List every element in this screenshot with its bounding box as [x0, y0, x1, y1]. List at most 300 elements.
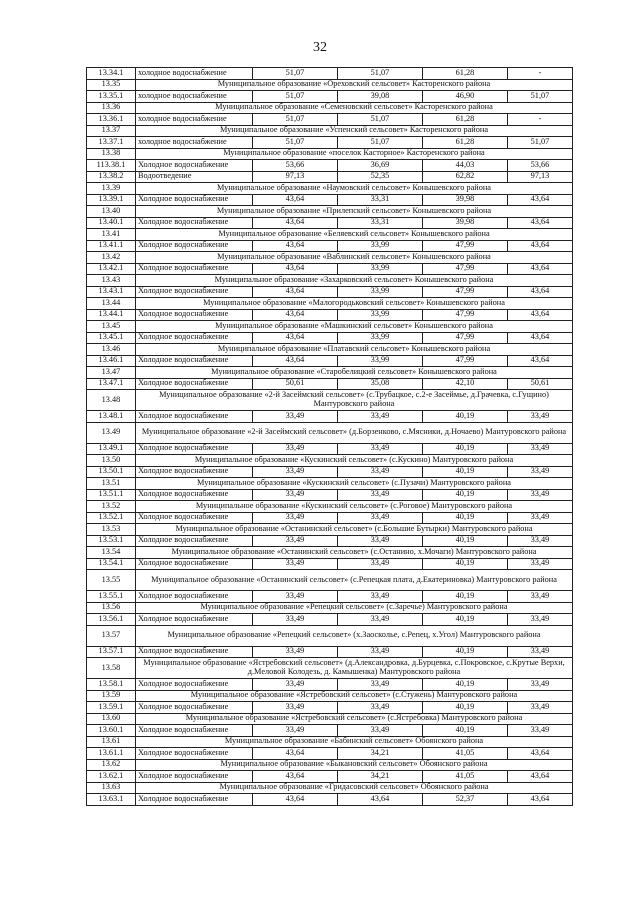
tariff-value-2: 33,49 — [338, 614, 423, 626]
service-name: Холодное водоснабжение — [136, 309, 253, 321]
tariff-value-2: 36,69 — [338, 160, 423, 172]
row-number: 13.61 — [87, 736, 136, 748]
tariff-value-1: 33,49 — [253, 558, 338, 570]
tariff-value-1: 97,13 — [253, 171, 338, 183]
table-row — [87, 263, 573, 275]
tariff-value-1: 51,07 — [253, 114, 338, 126]
table-row — [87, 748, 573, 760]
section-header-row — [87, 713, 573, 725]
service-name: Холодное водоснабжение — [136, 332, 253, 344]
tariff-value-2: 34,21 — [338, 771, 423, 783]
service-name: Холодное водоснабжение — [136, 725, 253, 737]
row-number: 13.37.1 — [87, 137, 136, 149]
municipality-name: Муниципальное образование «Ястребовский сельсовет» (с.Ястребовка) Мантуровского района — [136, 713, 573, 725]
section-header-row — [87, 570, 573, 591]
tariff-value-2: 33,49 — [338, 466, 423, 478]
row-number: 13.61.1 — [87, 748, 136, 760]
row-number: 13.44 — [87, 298, 136, 310]
tariff-value-3: 47,99 — [423, 240, 508, 252]
tariff-value-1: 43,64 — [253, 309, 338, 321]
section-header-row — [87, 524, 573, 536]
table-row — [87, 160, 573, 172]
service-name: Холодное водоснабжение — [136, 443, 253, 455]
municipality-name: Муниципальное образование «Наумовский сельсовет» Конышевского района — [136, 183, 573, 195]
row-number: 13.63.1 — [87, 794, 136, 806]
tariff-value-1: 33,49 — [253, 591, 338, 603]
section-header-row — [87, 275, 573, 287]
row-number: 13.52.1 — [87, 512, 136, 524]
row-number: 13.34.1 — [87, 68, 136, 80]
table-row — [87, 614, 573, 626]
tariff-value-1: 43,64 — [253, 332, 338, 344]
tariff-value-3: 42,10 — [423, 378, 508, 390]
tariff-value-2: 51,07 — [338, 68, 423, 80]
tariff-table — [86, 67, 573, 806]
section-header-row — [87, 298, 573, 310]
section-header-row — [87, 344, 573, 356]
section-header-row — [87, 759, 573, 771]
municipality-name: Муниципальное образование «Кускинский сельсовет» (с.Кускино) Мантуровского района — [136, 455, 573, 467]
row-number: 13.45 — [87, 321, 136, 333]
municipality-name: Муниципальное образование «Успенский сельсовет» Касторенского района — [136, 125, 573, 137]
table-row — [87, 286, 573, 298]
tariff-value-4: - — [508, 114, 573, 126]
table-row — [87, 171, 573, 183]
row-number: 13.40.1 — [87, 217, 136, 229]
tariff-value-3: 40,19 — [423, 489, 508, 501]
page-number: 32 — [313, 40, 327, 55]
service-name: Холодное водоснабжение — [136, 286, 253, 298]
table-row — [87, 194, 573, 206]
section-header-row — [87, 148, 573, 160]
table-row — [87, 702, 573, 714]
section-header-row — [87, 658, 573, 679]
row-number: 13.42.1 — [87, 263, 136, 275]
section-header-row — [87, 736, 573, 748]
tariff-value-2: 33,49 — [338, 512, 423, 524]
row-number: 13.59.1 — [87, 702, 136, 714]
municipality-name: Муниципальное образование «Прилепский сельсовет» Конышевского района — [136, 206, 573, 218]
municipality-name: Муниципальное образование «Малогородьковский сельсовет» Конышевского района — [136, 298, 573, 310]
tariff-value-4: 33,49 — [508, 591, 573, 603]
municipality-name: Муниципальное образование «Гридасовский сельсовет» Обоянского района — [136, 782, 573, 794]
table-row — [87, 411, 573, 423]
tariff-value-2: 33,49 — [338, 679, 423, 691]
service-name: Холодное водоснабжение — [136, 512, 253, 524]
tariff-value-2: 33,49 — [338, 489, 423, 501]
section-header-row — [87, 422, 573, 443]
tariff-value-3: 40,19 — [423, 443, 508, 455]
table-row — [87, 535, 573, 547]
tariff-value-3: 40,19 — [423, 702, 508, 714]
tariff-value-3: 61,28 — [423, 137, 508, 149]
service-name: холодное водоснабжение — [136, 91, 253, 103]
row-number: 13.47 — [87, 367, 136, 379]
row-number: 113.38.1 — [87, 160, 136, 172]
table-row — [87, 512, 573, 524]
table-row — [87, 646, 573, 658]
section-header-row — [87, 782, 573, 794]
row-number: 13.57.1 — [87, 646, 136, 658]
municipality-name: Муниципальное образование «2-й Засеймский сельсовет» (с.Трубацкое, с.2-е Засеймье, д.Грачевка, с.Гущино) Мантуровского района — [136, 390, 573, 411]
tariff-value-2: 33,99 — [338, 263, 423, 275]
row-number: 13.36.1 — [87, 114, 136, 126]
row-number: 13.49 — [87, 422, 136, 443]
tariff-value-2: 33,49 — [338, 702, 423, 714]
section-header-row — [87, 229, 573, 241]
row-number: 13.35 — [87, 79, 136, 91]
tariff-value-4: 33,49 — [508, 679, 573, 691]
tariff-value-1: 43,64 — [253, 263, 338, 275]
row-number: 13.44.1 — [87, 309, 136, 321]
table-row — [87, 114, 573, 126]
municipality-name: Муниципальное образование «Семеновский сельсовет» Касторенского района — [136, 102, 573, 114]
tariff-value-2: 43,64 — [338, 794, 423, 806]
service-name: Холодное водоснабжение — [136, 535, 253, 547]
row-number: 13.50 — [87, 455, 136, 467]
section-header-row — [87, 125, 573, 137]
municipality-name: Муниципальное образование «поселок Касторное» Касторенского района — [136, 148, 573, 160]
service-name: Холодное водоснабжение — [136, 702, 253, 714]
section-header-row — [87, 79, 573, 91]
row-number: 13.58.1 — [87, 679, 136, 691]
service-name: Холодное водоснабжение — [136, 614, 253, 626]
tariff-value-3: 40,19 — [423, 411, 508, 423]
row-number: 13.37 — [87, 125, 136, 137]
table-row — [87, 332, 573, 344]
tariff-value-4: 33,49 — [508, 558, 573, 570]
tariff-value-3: 44,03 — [423, 160, 508, 172]
row-number: 13.46.1 — [87, 355, 136, 367]
tariff-value-1: 43,64 — [253, 286, 338, 298]
row-number: 13.50.1 — [87, 466, 136, 478]
municipality-name: Муниципальное образование «Беляевский сельсовет» Конышевского района — [136, 229, 573, 241]
table-row — [87, 771, 573, 783]
municipality-name: Муниципальное образование «Платавский сельсовет» Конышевского района — [136, 344, 573, 356]
service-name: Холодное водоснабжение — [136, 771, 253, 783]
service-name: холодное водоснабжение — [136, 114, 253, 126]
table-row — [87, 137, 573, 149]
tariff-value-2: 33,99 — [338, 332, 423, 344]
tariff-value-4: 43,64 — [508, 332, 573, 344]
tariff-value-3: 47,99 — [423, 332, 508, 344]
table-row — [87, 591, 573, 603]
service-name: Холодное водоснабжение — [136, 355, 253, 367]
tariff-value-1: 33,49 — [253, 411, 338, 423]
row-number: 13.55.1 — [87, 591, 136, 603]
tariff-value-2: 33,49 — [338, 591, 423, 603]
service-name: Водоотведение — [136, 171, 253, 183]
service-name: Холодное водоснабжение — [136, 411, 253, 423]
municipality-name: Муниципальное образование «Бабинский сельсовет» Обоянского района — [136, 736, 573, 748]
tariff-value-2: 33,49 — [338, 646, 423, 658]
section-header-row — [87, 252, 573, 264]
service-name: холодное водоснабжение — [136, 68, 253, 80]
tariff-value-3: 40,19 — [423, 558, 508, 570]
service-name: Холодное водоснабжение — [136, 217, 253, 229]
tariff-value-1: 33,49 — [253, 466, 338, 478]
section-header-row — [87, 690, 573, 702]
tariff-value-4: 43,64 — [508, 194, 573, 206]
section-header-row — [87, 478, 573, 490]
tariff-value-3: 47,99 — [423, 263, 508, 275]
row-number: 13.52 — [87, 501, 136, 513]
municipality-name: Муниципальное образование «Ореховский сельсовет» Касторенского района — [136, 79, 573, 91]
table-row — [87, 240, 573, 252]
tariff-value-3: 39,98 — [423, 217, 508, 229]
tariff-value-2: 33,49 — [338, 411, 423, 423]
service-name: Холодное водоснабжение — [136, 646, 253, 658]
tariff-value-1: 53,66 — [253, 160, 338, 172]
tariff-value-3: 40,19 — [423, 591, 508, 603]
municipality-name: Муниципальное образование «Старобелицкий сельсовет» Конышевского района — [136, 367, 573, 379]
section-header-row — [87, 602, 573, 614]
municipality-name: Муниципальное образование «Останинский сельсовет» (с.Большие Бутырки) Мантуровского района — [136, 524, 573, 536]
tariff-value-3: 41,05 — [423, 771, 508, 783]
tariff-value-3: 40,19 — [423, 512, 508, 524]
row-number: 13.38.2 — [87, 171, 136, 183]
row-number: 13.38 — [87, 148, 136, 160]
tariff-value-4: 43,64 — [508, 309, 573, 321]
tariff-value-1: 33,49 — [253, 725, 338, 737]
municipality-name: Муниципальное образование «Захарковский сельсовет» Конышевского района — [136, 275, 573, 287]
tariff-value-2: 33,31 — [338, 217, 423, 229]
row-number: 13.56 — [87, 602, 136, 614]
tariff-value-3: 61,28 — [423, 114, 508, 126]
row-number: 13.55 — [87, 570, 136, 591]
row-number: 13.58 — [87, 658, 136, 679]
tariff-value-2: 33,99 — [338, 240, 423, 252]
municipality-name: Муниципальное образование «Быкановский сельсовет» Обоянского района — [136, 759, 573, 771]
tariff-value-4: 43,64 — [508, 771, 573, 783]
row-number: 13.35.1 — [87, 91, 136, 103]
municipality-name: Муниципальное образование «Останинский сельсовет» (с.Останино, х.Мочаги) Мантуровского района — [136, 547, 573, 559]
row-number: 13.47.1 — [87, 378, 136, 390]
section-header-row — [87, 183, 573, 195]
service-name: Холодное водоснабжение — [136, 591, 253, 603]
tariff-value-3: 52,37 — [423, 794, 508, 806]
tariff-value-1: 33,49 — [253, 512, 338, 524]
tariff-value-4: 43,64 — [508, 794, 573, 806]
tariff-value-4: 51,07 — [508, 137, 573, 149]
service-name: Холодное водоснабжение — [136, 466, 253, 478]
municipality-name: Муниципальное образование «Репецкий сельсовет» (с.Заречье) Мантуровского района — [136, 602, 573, 614]
tariff-value-2: 33,31 — [338, 194, 423, 206]
tariff-value-1: 43,64 — [253, 748, 338, 760]
tariff-value-3: 47,99 — [423, 355, 508, 367]
municipality-name: Муниципальное образование «Машкинский сельсовет» Конышевского района — [136, 321, 573, 333]
tariff-value-4: 51,07 — [508, 91, 573, 103]
row-number: 13.53 — [87, 524, 136, 536]
section-header-row — [87, 206, 573, 218]
service-name: Холодное водоснабжение — [136, 194, 253, 206]
table-row — [87, 466, 573, 478]
tariff-value-2: 52,35 — [338, 171, 423, 183]
tariff-value-4: 43,64 — [508, 240, 573, 252]
service-name: Холодное водоснабжение — [136, 378, 253, 390]
row-number: 13.40 — [87, 206, 136, 218]
table-row — [87, 68, 573, 80]
tariff-value-3: 47,99 — [423, 309, 508, 321]
row-number: 13.39 — [87, 183, 136, 195]
tariff-value-3: 40,19 — [423, 646, 508, 658]
tariff-value-4: 33,49 — [508, 443, 573, 455]
tariff-value-1: 43,64 — [253, 794, 338, 806]
row-number: 13.39.1 — [87, 194, 136, 206]
service-name: Холодное водоснабжение — [136, 489, 253, 501]
service-name: Холодное водоснабжение — [136, 794, 253, 806]
section-header-row — [87, 367, 573, 379]
table-row — [87, 489, 573, 501]
tariff-table-body — [87, 68, 573, 806]
tariff-value-2: 35,08 — [338, 378, 423, 390]
tariff-value-3: 40,19 — [423, 725, 508, 737]
tariff-value-3: 40,19 — [423, 535, 508, 547]
tariff-value-4: 33,49 — [508, 411, 573, 423]
row-number: 13.51 — [87, 478, 136, 490]
tariff-value-1: 51,07 — [253, 91, 338, 103]
tariff-value-3: 41,05 — [423, 748, 508, 760]
tariff-value-4: 33,49 — [508, 725, 573, 737]
section-header-row — [87, 455, 573, 467]
row-number: 13.46 — [87, 344, 136, 356]
row-number: 13.54 — [87, 547, 136, 559]
tariff-value-1: 33,49 — [253, 679, 338, 691]
row-number: 13.49.1 — [87, 443, 136, 455]
tariff-value-3: 47,99 — [423, 286, 508, 298]
row-number: 13.42 — [87, 252, 136, 264]
service-name: Холодное водоснабжение — [136, 263, 253, 275]
tariff-value-3: 40,19 — [423, 466, 508, 478]
row-number: 13.53.1 — [87, 535, 136, 547]
tariff-value-1: 51,07 — [253, 68, 338, 80]
service-name: холодное водоснабжение — [136, 137, 253, 149]
tariff-value-1: 51,07 — [253, 137, 338, 149]
tariff-value-4: 50,61 — [508, 378, 573, 390]
tariff-value-1: 33,49 — [253, 443, 338, 455]
tariff-value-4: 43,64 — [508, 355, 573, 367]
table-row — [87, 91, 573, 103]
municipality-name: Муниципальное образование «Останинский сельсовет» (с.Репецкая плата, д.Екатериновка) Мантуровского района — [136, 570, 573, 591]
row-number: 13.41 — [87, 229, 136, 241]
tariff-value-4: 97,13 — [508, 171, 573, 183]
row-number: 13.54.1 — [87, 558, 136, 570]
row-number: 13.60 — [87, 713, 136, 725]
tariff-value-2: 34,21 — [338, 748, 423, 760]
row-number: 13.48.1 — [87, 411, 136, 423]
row-number: 13.63 — [87, 782, 136, 794]
service-name: Холодное водоснабжение — [136, 679, 253, 691]
section-header-row — [87, 501, 573, 513]
section-header-row — [87, 390, 573, 411]
tariff-value-3: 61,28 — [423, 68, 508, 80]
row-number: 13.62 — [87, 759, 136, 771]
tariff-value-1: 33,49 — [253, 535, 338, 547]
row-number: 13.43.1 — [87, 286, 136, 298]
tariff-value-1: 33,49 — [253, 489, 338, 501]
table-row — [87, 378, 573, 390]
row-number: 13.36 — [87, 102, 136, 114]
tariff-value-3: 46,90 — [423, 91, 508, 103]
tariff-value-2: 51,07 — [338, 137, 423, 149]
tariff-value-1: 33,49 — [253, 646, 338, 658]
tariff-value-1: 43,64 — [253, 194, 338, 206]
service-name: Холодное водоснабжение — [136, 240, 253, 252]
row-number: 13.45.1 — [87, 332, 136, 344]
row-number: 13.62.1 — [87, 771, 136, 783]
municipality-name: Муниципальное образование «Кускинский сельсовет» (с.Роговое) Мантуровского района — [136, 501, 573, 513]
tariff-value-2: 33,49 — [338, 558, 423, 570]
tariff-value-2: 33,99 — [338, 355, 423, 367]
municipality-name: Муниципальное образование «Ястребовский сельсовет» (с.Стужень) Мантуровского района — [136, 690, 573, 702]
tariff-value-4: 53,66 — [508, 160, 573, 172]
tariff-value-4: 33,49 — [508, 702, 573, 714]
municipality-name: Муниципальное образование «Репецкий сельсовет» (х.Заосколье, с.Репец, х.Угол) Мантуровского района — [136, 625, 573, 646]
tariff-value-2: 39,08 — [338, 91, 423, 103]
municipality-name: Муниципальное образование «Ястребовский сельсовет» (д.Александровка, д.Бурцевка, с.Покровское, с.Крутые Верхи, д.Меловой Колодезь, д. Камышенка) Мантуровского района — [136, 658, 573, 679]
tariff-value-1: 43,64 — [253, 217, 338, 229]
municipality-name: Муниципальное образование «Кускинский сельсовет» (с.Пузачи) Мантуровского района — [136, 478, 573, 490]
tariff-value-1: 43,64 — [253, 355, 338, 367]
row-number: 13.56.1 — [87, 614, 136, 626]
tariff-value-4: 33,49 — [508, 535, 573, 547]
tariff-value-3: 62,82 — [423, 171, 508, 183]
tariff-value-4: 33,49 — [508, 466, 573, 478]
tariff-value-4: 33,49 — [508, 646, 573, 658]
service-name: Холодное водоснабжение — [136, 558, 253, 570]
service-name: Холодное водоснабжение — [136, 748, 253, 760]
tariff-value-1: 33,49 — [253, 614, 338, 626]
section-header-row — [87, 625, 573, 646]
table-row — [87, 309, 573, 321]
section-header-row — [87, 547, 573, 559]
tariff-value-1: 33,49 — [253, 702, 338, 714]
tariff-value-2: 33,99 — [338, 309, 423, 321]
tariff-value-1: 43,64 — [253, 240, 338, 252]
tariff-value-4: 43,64 — [508, 217, 573, 229]
tariff-value-2: 33,99 — [338, 286, 423, 298]
municipality-name: Муниципальное образование «2-й Засеймский сельсовет» (д.Борзенково, с.Мясники, д.Ночаево) Мантуровского района — [136, 422, 573, 443]
table-row — [87, 443, 573, 455]
service-name: Холодное водоснабжение — [136, 160, 253, 172]
tariff-value-2: 33,49 — [338, 535, 423, 547]
tariff-value-3: 40,19 — [423, 679, 508, 691]
table-row — [87, 679, 573, 691]
tariff-value-1: 43,64 — [253, 771, 338, 783]
tariff-value-3: 40,19 — [423, 614, 508, 626]
row-number: 13.43 — [87, 275, 136, 287]
section-header-row — [87, 321, 573, 333]
row-number: 13.59 — [87, 690, 136, 702]
row-number: 13.48 — [87, 390, 136, 411]
tariff-value-2: 51,07 — [338, 114, 423, 126]
municipality-name: Муниципальное образование «Ваблинский сельсовет» Конышевского района — [136, 252, 573, 264]
tariff-value-2: 33,49 — [338, 443, 423, 455]
tariff-value-4: 43,64 — [508, 263, 573, 275]
tariff-value-3: 39,98 — [423, 194, 508, 206]
table-row — [87, 725, 573, 737]
tariff-value-4: - — [508, 68, 573, 80]
tariff-value-4: 33,49 — [508, 512, 573, 524]
row-number: 13.60.1 — [87, 725, 136, 737]
row-number: 13.51.1 — [87, 489, 136, 501]
row-number: 13.57 — [87, 625, 136, 646]
section-header-row — [87, 102, 573, 114]
tariff-value-4: 43,64 — [508, 748, 573, 760]
table-row — [87, 794, 573, 806]
table-row — [87, 217, 573, 229]
tariff-value-4: 43,64 — [508, 286, 573, 298]
